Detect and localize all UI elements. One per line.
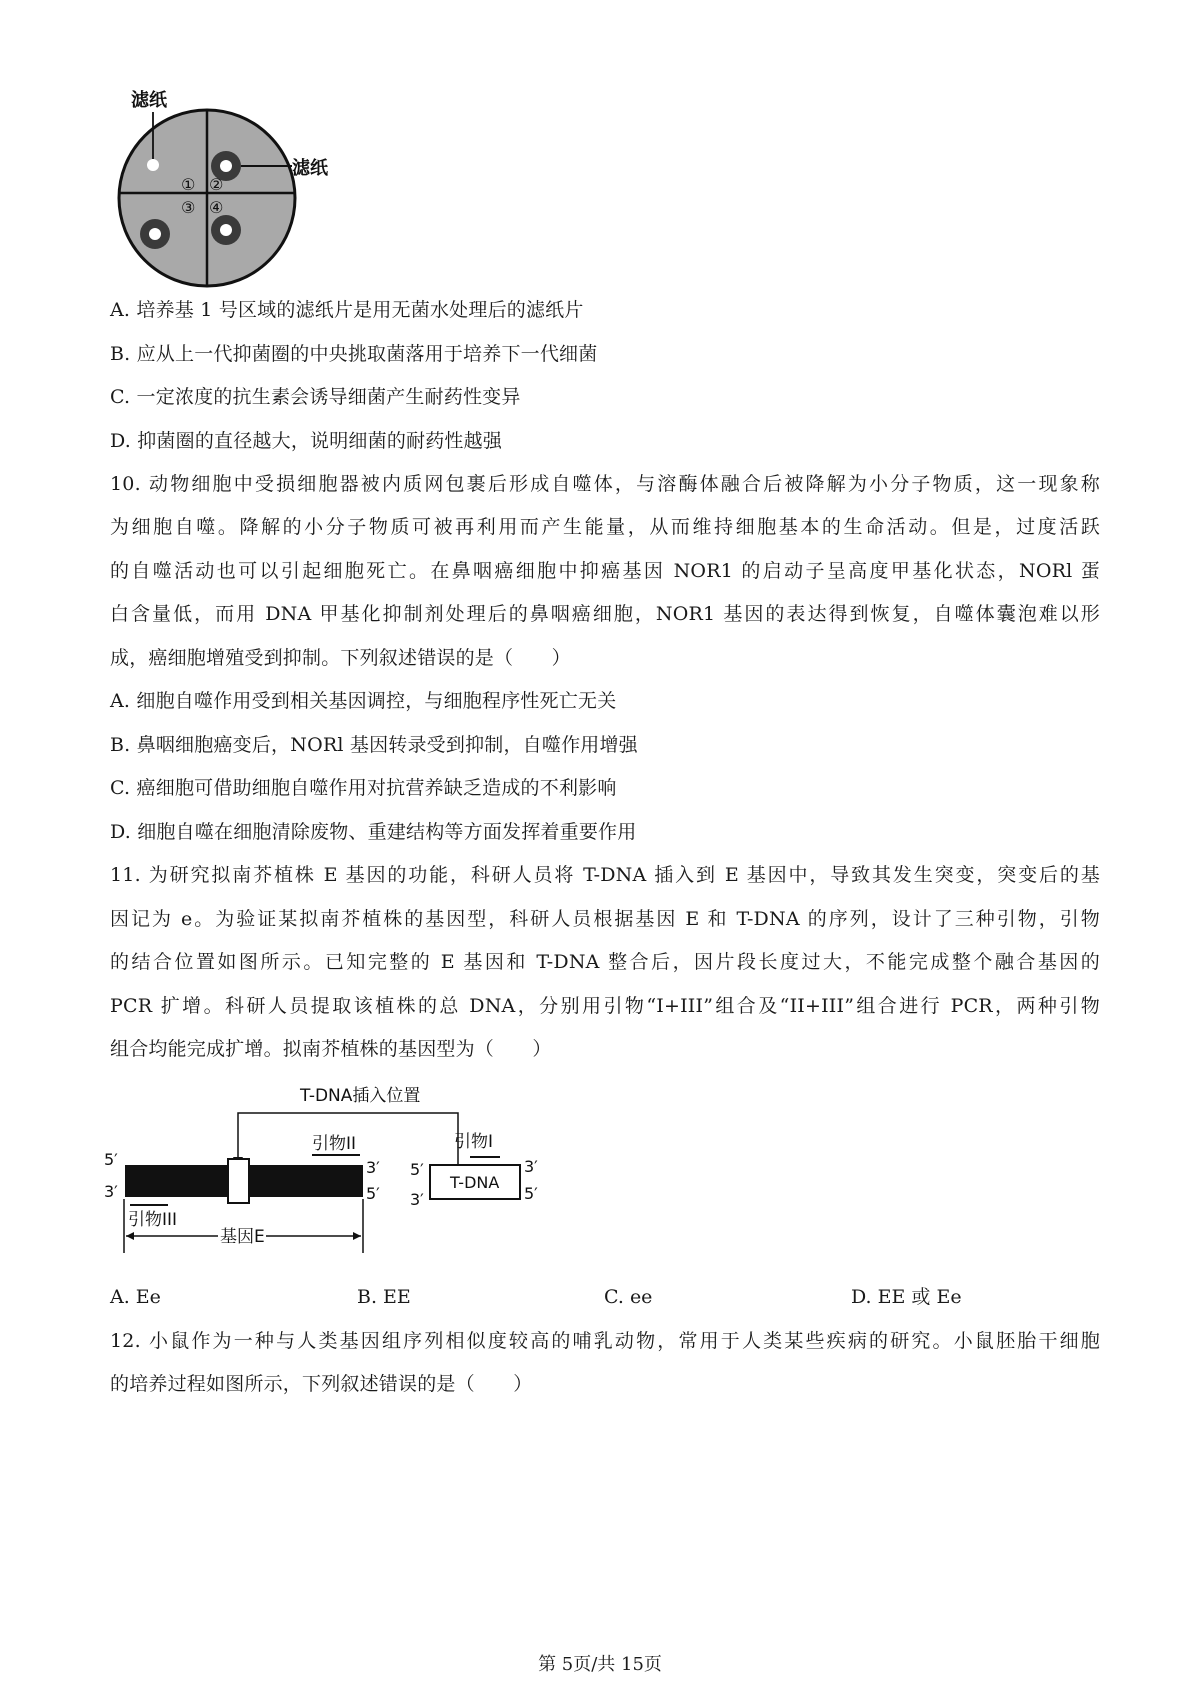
q10-stem-line-3: 的自噬活动也可以引起细胞死亡。在鼻咽癌细胞中抑癌基因 NOR1 的启动子呈高度甲基化状态，NORl 蛋	[110, 560, 1100, 582]
region-label-4: ④	[209, 198, 224, 217]
gene-5prime-right: 5′	[366, 1184, 380, 1203]
q11-stem-line-5: 组合均能完成扩增。拟南芥植株的基因型为（ ）	[110, 1038, 552, 1060]
tdna-5prime-left: 5′	[410, 1160, 424, 1179]
gene-3prime-bottom: 3′	[104, 1182, 118, 1201]
q10-option-d: D. 细胞自噬在细胞清除废物、重建结构等方面发挥着重要作用	[110, 821, 637, 843]
q11-option-b: B. EE	[357, 1286, 411, 1308]
label-primer-iii: 引物III	[128, 1210, 178, 1230]
q9-option-a: A. 培养基 1 号区域的滤纸片是用无菌水处理后的滤纸片	[110, 299, 584, 321]
label-insert-position: T-DNA插入位置	[300, 1086, 421, 1106]
q12-stem-line-2: 的培养过程如图所示，下列叙述错误的是（ ）	[110, 1373, 533, 1395]
tdna-3prime-right: 3′	[524, 1157, 538, 1176]
tdna-3prime-left: 3′	[410, 1190, 424, 1209]
q11-stem-line-2: 因记为 e。为验证某拟南芥植株的基因型，科研人员根据基因 E 和 T-DNA 的序列，设计了三种引物，引物	[110, 908, 1100, 930]
q9-option-b: B. 应从上一代抑菌圈的中央挑取菌落用于培养下一代细菌	[110, 343, 598, 365]
q12-stem-line-1: 12. 小鼠作为一种与人类基因组序列相似度较高的哺乳动物，常用于人类某些疾病的研究。小鼠胚胎干细胞	[110, 1330, 1100, 1352]
tdna-insertion-figure	[100, 1075, 600, 1275]
q9-option-c: C. 一定浓度的抗生素会诱导细菌产生耐药性变异	[110, 386, 521, 408]
label-filter-top: 滤纸	[131, 90, 167, 111]
q9-option-d: D. 抑菌圈的直径越大，说明细菌的耐药性越强	[110, 430, 503, 452]
q10-option-c: C. 癌细胞可借助细胞自噬作用对抗营养缺乏造成的不利影响	[110, 777, 617, 799]
q11-stem-line-3: 的结合位置如图所示。已知完整的 E 基因和 T-DNA 整合后，因片段长度过大，不能完成整个融合基因的	[110, 951, 1100, 973]
insertion-site-box	[228, 1159, 249, 1203]
label-primer-ii: 引物II	[312, 1134, 357, 1154]
q10-stem-line-2: 为细胞自噬。降解的小分子物质可被再利用而产生能量，从而维持细胞基本的生命活动。但是，过度活跃	[110, 516, 1100, 538]
region-label-3: ③	[181, 198, 196, 217]
q10-stem-line-4: 白含量低，而用 DNA 甲基化抑制剂处理后的鼻咽癌细胞，NOR1 基因的表达得到恢复，自噬体囊泡难以形	[110, 603, 1100, 625]
q11-option-a: A. Ee	[110, 1286, 161, 1308]
q11-option-c: C. ee	[604, 1286, 653, 1308]
tdna-5prime-right: 5′	[524, 1184, 538, 1203]
q11-stem-line-1: 11. 为研究拟南芥植株 E 基因的功能，科研人员将 T-DNA 插入到 E 基因中，导致其发生突变，突变后的基	[110, 864, 1100, 886]
filter-paper-4	[220, 224, 232, 236]
gene-3prime-right: 3′	[366, 1158, 380, 1177]
filter-paper-1	[147, 159, 159, 171]
q11-stem-line-4: PCR 扩增。科研人员提取该植株的总 DNA，分别用引物“I+III”组合及“II+III”组合进行 PCR，两种引物	[110, 995, 1100, 1017]
label-primer-i: 引物I	[454, 1132, 494, 1152]
q10-option-a: A. 细胞自噬作用受到相关基因调控，与细胞程序性死亡无关	[110, 690, 617, 712]
region-label-2: ②	[209, 175, 224, 194]
q10-stem-line-5: 成，癌细胞增殖受到抑制。下列叙述错误的是（ ）	[110, 647, 571, 669]
gene-5prime-top: 5′	[104, 1150, 118, 1169]
filter-paper-plate-figure	[95, 80, 355, 295]
page-footer: 第 5页/共 15页	[538, 1654, 662, 1675]
filter-paper-2	[220, 160, 232, 172]
label-tdna: T-DNA	[450, 1173, 500, 1192]
q11-option-d: D. EE 或 Ee	[851, 1286, 962, 1308]
label-filter-right: 滤纸	[292, 158, 328, 179]
gene-span-arrow-right	[353, 1232, 361, 1240]
label-gene-e: 基因E	[220, 1227, 265, 1247]
q10-option-b: B. 鼻咽细胞癌变后，NORl 基因转录受到抑制，自噬作用增强	[110, 734, 638, 756]
filter-paper-3	[149, 228, 161, 240]
region-label-1: ①	[181, 175, 196, 194]
gene-span-arrow-left	[126, 1232, 134, 1240]
q10-stem-line-1: 10. 动物细胞中受损细胞器被内质网包裹后形成自噬体，与溶酶体融合后被降解为小分子物质，这一现象称	[110, 473, 1100, 495]
